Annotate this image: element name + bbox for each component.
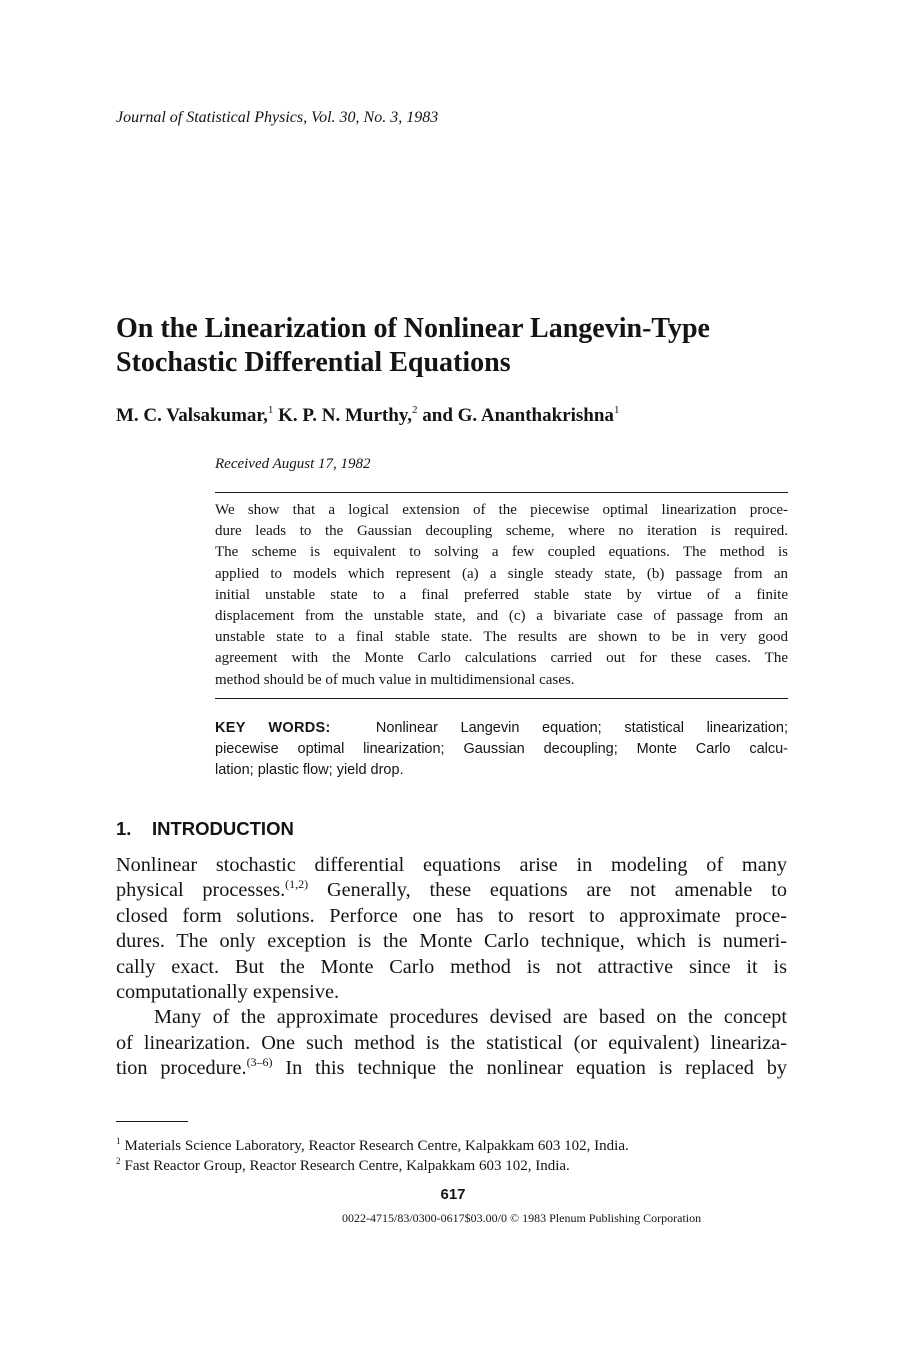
author-3-name: and G. Ananthakrishna [422,405,614,426]
author-1-name: M. C. Valsakumar, [116,405,268,426]
paper-title [116,312,816,380]
abstract-line: unstable state to a final stable state. The results are shown to be in very good [215,629,788,646]
footnote-1 [116,1136,629,1156]
body-text [116,853,787,1082]
body-text-fragment: physical processes. [116,879,286,902]
body-line: of linearization. One such method is the statistical (or equivalent) lineariza- [116,1031,787,1054]
keywords-line-2: piecewise optimal linearization; Gaussian decoupling; Monte Carlo calcu- [215,741,788,758]
author-2-affiliation-mark: 2 [412,404,418,416]
received-date: Received August 17, 1982 [215,456,371,472]
abstract-line: method should be of much value in multidimensional cases. [215,671,575,688]
keywords-block [215,718,788,782]
section-number: 1. [116,818,132,839]
abstract-line: dure leads to the Gaussian decoupling scheme, where no iteration is required. [215,523,788,540]
keywords-label: KEY WORDS: [215,720,331,736]
author-1-affiliation-mark: 1 [267,404,274,416]
author-list [116,405,619,427]
body-text-fragment: Generally, these equations are not amenable to [308,879,787,902]
footnote-rule [116,1121,188,1122]
page-number: 617 [440,1186,466,1203]
abstract-top-rule [215,492,788,493]
keywords-line-1 [215,718,788,739]
footnote-2 [116,1156,629,1176]
abstract-line: displacement from the unstable state, and (c) a bivariate case of passage from an [215,608,788,625]
citation-ref: (1,2) [285,877,309,892]
body-line: Nonlinear stochastic differential equations arise in modeling of many [116,854,787,876]
body-line: cally exact. But the Monte Carlo method is not attractive since it is [116,955,787,978]
keywords-line-3: lation; plastic flow; yield drop. [215,762,404,779]
body-line [116,878,787,903]
abstract-line: agreement with the Monte Carlo calculations carried out for these cases. The [215,650,788,667]
citation-ref: (3–6) [246,1055,273,1070]
abstract-bottom-rule [215,698,788,699]
abstract-line: applied to models which represent (a) a single steady state, (b) passage from an [215,565,788,582]
body-line: computationally expensive. [116,981,340,1004]
keywords-text-1: Nonlinear Langevin equation; statistical linearization; [375,720,788,736]
footnote-mark: 2 [116,1156,121,1166]
section-title: INTRODUCTION [152,818,294,839]
footnote-mark: 1 [116,1136,121,1146]
footnote-text: Materials Science Laboratory, Reactor Research Centre, Kalpakkam 603 102, India. [124,1138,629,1154]
section-heading [116,818,294,840]
footnote-text: Fast Reactor Group, Reactor Research Centre, Kalpakkam 603 102, India. [124,1158,570,1174]
abstract [215,500,788,691]
body-line: dures. The only exception is the Monte Carlo technique, which is numeri- [116,930,787,953]
journal-citation: Journal of Statistical Physics, Vol. 30, No. 3, 1983 [116,109,439,126]
body-line: Many of the approximate procedures devised are based on the concept [154,1006,787,1029]
body-text-fragment: In this technique the nonlinear equation is replaced by [272,1057,787,1080]
author-3-affiliation-mark: 1 [613,404,620,416]
abstract-line: The scheme is equivalent to solving a few coupled equations. The method is [215,544,788,561]
title-line-1: On the Linearization of Nonlinear Langevin-Type [116,313,710,344]
body-text-fragment: tion procedure. [116,1057,247,1080]
body-line: closed form solutions. Perforce one has to resort to approximate proce- [116,904,787,927]
body-line [116,1056,787,1081]
footnotes [116,1136,629,1176]
author-2-name: K. P. N. Murthy, [278,405,413,426]
abstract-line: initial unstable state to a final preferred stable state by virtue of a finite [215,586,788,603]
abstract-line: We show that a logical extension of the piecewise optimal linearization proce- [215,502,788,518]
publisher-line: 0022-4715/83/0300-0617$03.00/0 © 1983 Plenum Publishing Corporation [342,1211,702,1225]
title-line-2: Stochastic Differential Equations [116,347,511,378]
